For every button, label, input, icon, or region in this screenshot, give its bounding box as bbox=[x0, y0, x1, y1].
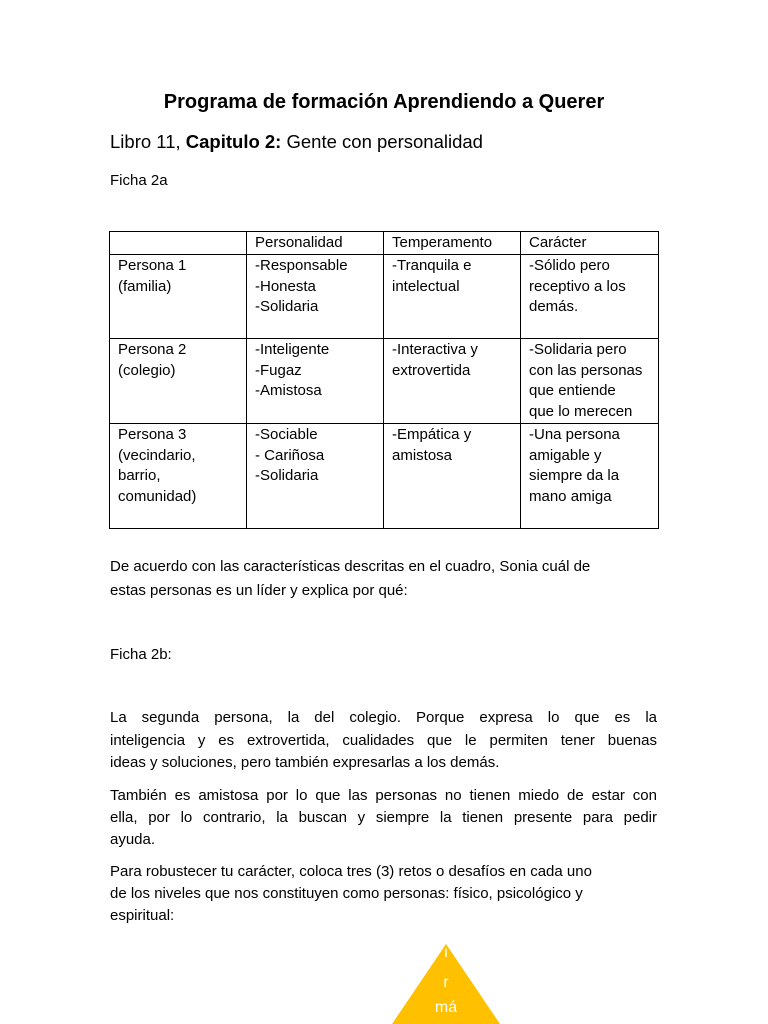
caracter-cell bbox=[521, 339, 659, 424]
table-header-row bbox=[110, 232, 659, 255]
cell-line: Persona 1 bbox=[118, 257, 187, 274]
cell-line: -Empática y bbox=[392, 426, 472, 443]
table-header-caracter bbox=[521, 232, 659, 255]
cell-line: -Fugaz bbox=[255, 361, 302, 379]
cell-line: -Inteligente bbox=[255, 341, 330, 358]
cell-line: siempre da la bbox=[529, 467, 620, 484]
paragraph-line: La segunda persona, la del colegio. Porque expresa lo que es la bbox=[110, 709, 657, 726]
paragraph-line: ayuda. bbox=[110, 831, 156, 848]
table-row bbox=[110, 255, 659, 339]
table-header-personalidad bbox=[247, 232, 384, 255]
persona-cell bbox=[110, 424, 247, 529]
cell-line: -Amistosa bbox=[255, 382, 322, 399]
personalidad-cell bbox=[247, 339, 384, 424]
table-row bbox=[110, 424, 659, 529]
temperamento-cell bbox=[384, 339, 521, 424]
personality-table bbox=[109, 231, 659, 529]
paragraph-line: También es amistosa por lo que las personas no tienen miedo de estar con bbox=[110, 787, 657, 804]
cell-line: que entiende bbox=[529, 382, 616, 399]
header-text: Temperamento bbox=[392, 234, 493, 251]
cell-line: -Solidaria pero bbox=[529, 341, 627, 358]
chapter-name: Gente con personalidad bbox=[281, 131, 483, 152]
cell-line: barrio, bbox=[118, 467, 161, 484]
answer-paragraph-1 bbox=[110, 707, 657, 775]
cell-line: que lo merecen bbox=[529, 402, 633, 420]
table-header-temperamento bbox=[384, 232, 521, 255]
pyramid-text-line: má bbox=[434, 999, 458, 1016]
chapter-number: Capitulo 2: bbox=[185, 131, 282, 152]
pyramid-text-line: r bbox=[443, 974, 449, 991]
cell-line: -Solidaria bbox=[255, 467, 319, 484]
header-text: Carácter bbox=[529, 234, 587, 251]
chapter-heading bbox=[110, 129, 483, 155]
cell-line: extrovertida bbox=[392, 361, 471, 379]
cell-line: demás. bbox=[529, 298, 579, 315]
cell-line: amigable y bbox=[529, 446, 602, 464]
question-paragraph bbox=[110, 555, 657, 603]
cell-line: (familia) bbox=[118, 277, 172, 295]
cell-line: -Sociable bbox=[255, 426, 318, 443]
personalidad-cell bbox=[247, 255, 384, 339]
paragraph-line: Para robustecer tu carácter, coloca tres (3) retos o desafíos en cada uno bbox=[110, 863, 592, 880]
cell-line: mano amiga bbox=[529, 487, 612, 505]
temperamento-cell bbox=[384, 255, 521, 339]
cell-line: (colegio) bbox=[118, 361, 176, 379]
persona-cell bbox=[110, 339, 247, 424]
table-header-empty bbox=[110, 232, 247, 255]
cell-line: -Sólido pero bbox=[529, 257, 610, 274]
caracter-cell bbox=[521, 424, 659, 529]
instruction-paragraph bbox=[110, 861, 657, 927]
ficha-2b-label: Ficha 2b: bbox=[110, 646, 172, 663]
paragraph-line: estas personas es un líder y explica por qué: bbox=[110, 582, 408, 599]
ficha-2a-label: Ficha 2a bbox=[110, 172, 168, 189]
chapter-book: Libro 11, bbox=[110, 131, 186, 152]
cell-line: -Responsable bbox=[255, 257, 348, 274]
personalidad-cell bbox=[247, 424, 384, 529]
cell-line: Persona 2 bbox=[118, 341, 187, 358]
cell-line: -Interactiva y bbox=[392, 341, 478, 358]
answer-paragraph-2 bbox=[110, 785, 657, 851]
header-text: Personalidad bbox=[255, 234, 343, 251]
cell-line: intelectual bbox=[392, 277, 460, 295]
pyramid-text-line: ı bbox=[443, 944, 449, 961]
paragraph-line: inteligencia y es extrovertida, cualidades que le permiten tener buenas bbox=[110, 731, 657, 749]
cell-line: -Una persona bbox=[529, 426, 620, 443]
cell-line: receptivo a los bbox=[529, 277, 626, 295]
paragraph-line: ella, por lo contrario, la buscan y siempre la tienen presente para pedir bbox=[110, 809, 657, 826]
cell-line: (vecindario, bbox=[118, 446, 196, 464]
temperamento-cell bbox=[384, 424, 521, 529]
cell-line: comunidad) bbox=[118, 487, 197, 505]
cell-line: -Tranquila e bbox=[392, 257, 472, 274]
cell-line: Persona 3 bbox=[118, 426, 187, 443]
table-row bbox=[110, 339, 659, 424]
cell-line: -Honesta bbox=[255, 277, 316, 295]
page-title: Programa de formación Aprendiendo a Querer bbox=[163, 91, 605, 113]
paragraph-line: espiritual: bbox=[110, 907, 175, 924]
cell-line: -Solidaria bbox=[255, 298, 319, 315]
paragraph-line: De acuerdo con las características descritas en el cuadro, Sonia cuál de bbox=[110, 558, 591, 575]
cell-line: con las personas bbox=[529, 361, 643, 379]
cell-line: amistosa bbox=[392, 446, 453, 464]
persona-cell bbox=[110, 255, 247, 339]
cell-line: - Cariñosa bbox=[255, 446, 325, 464]
caracter-cell bbox=[521, 255, 659, 339]
paragraph-line: ideas y soluciones, pero también expresarlas a los demás. bbox=[110, 754, 500, 771]
paragraph-line: de los niveles que nos constituyen como personas: físico, psicológico y bbox=[110, 885, 583, 902]
